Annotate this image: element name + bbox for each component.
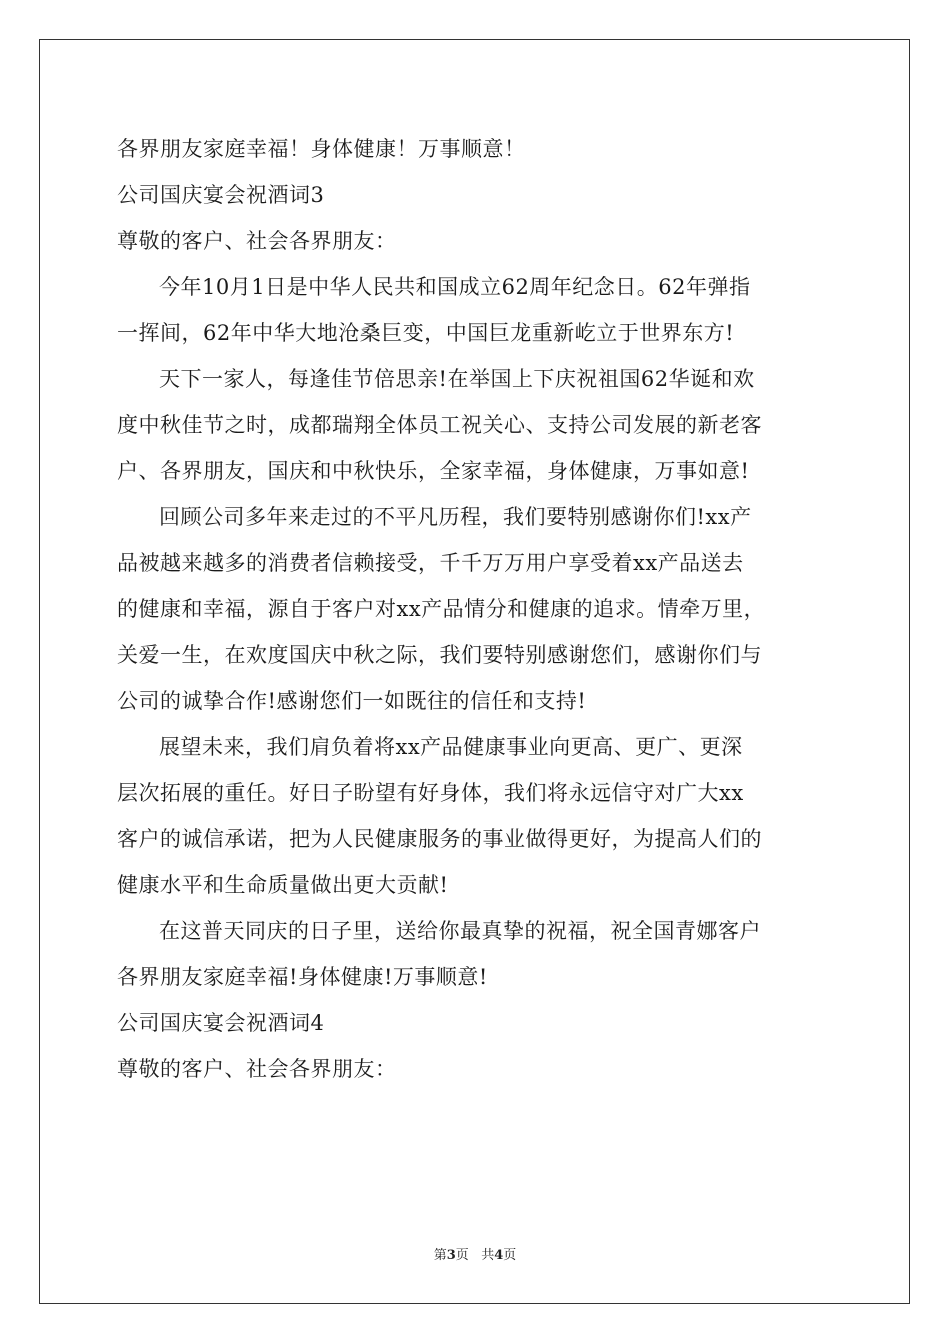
current-page-number: 3: [446, 1248, 456, 1263]
text-line: 各界朋友家庭幸福!身体健康!万事顺意!: [117, 965, 488, 989]
document-body: [117, 126, 837, 1092]
text-line: 公司的诚挚合作!感谢您们一如既往的信任和支持!: [117, 689, 587, 713]
total-page-number: 4: [494, 1248, 504, 1263]
text-line: 客户的诚信承诺，把为人民健康服务的事业做得更好，为提高人们的: [117, 827, 762, 851]
footer-mid: 页 共: [455, 1248, 495, 1263]
text-line: 品被越来越多的消费者信赖接受，千千万万用户享受着xx产品送去: [117, 551, 744, 575]
text-line: 展望未来，我们肩负着将xx产品健康事业向更高、更广、更深: [159, 735, 743, 759]
text-line: 今年10月1日是中华人民共和国成立62周年纪念日。62年弹指: [159, 275, 751, 299]
text-line: 的健康和幸福，源自于客户对xx产品情分和健康的追求。情牵万里，: [117, 597, 766, 621]
footer-suffix: 页: [503, 1248, 517, 1263]
text-line: 度中秋佳节之时，成都瑞翔全体员工祝关心、支持公司发展的新老客: [117, 413, 762, 437]
page-footer: [0, 1244, 950, 1263]
text-line: 健康水平和生命质量做出更大贡献!: [117, 873, 449, 897]
text-line: 回顾公司多年来走过的不平凡历程，我们要特别感谢你们!xx产: [159, 505, 752, 529]
text-line: 尊敬的客户、社会各界朋友：: [117, 1057, 397, 1081]
text-line: 公司国庆宴会祝酒词3: [117, 183, 325, 207]
text-line: 一挥间，62年中华大地沧桑巨变，中国巨龙重新屹立于世界东方!: [117, 321, 735, 345]
text-line: 户、各界朋友，国庆和中秋快乐，全家幸福，身体健康，万事如意!: [117, 459, 750, 483]
text-line: 各界朋友家庭幸福！身体健康！万事顺意！: [117, 137, 526, 161]
text-line: 在这普天同庆的日子里，送给你最真挚的祝福，祝全国青娜客户: [159, 919, 761, 943]
text-line: 公司国庆宴会祝酒词4: [117, 1011, 325, 1035]
text-line: 天下一家人，每逢佳节倍思亲!在举国上下庆祝祖国62华诞和欢: [159, 367, 755, 391]
text-line: 尊敬的客户、社会各界朋友：: [117, 229, 397, 253]
footer-prefix: 第: [433, 1248, 447, 1263]
text-line: 关爱一生，在欢度国庆中秋之际，我们要特别感谢您们，感谢你们与: [117, 643, 762, 667]
text-line: 层次拓展的重任。好日子盼望有好身体，我们将永远信守对广大xx: [117, 781, 744, 805]
